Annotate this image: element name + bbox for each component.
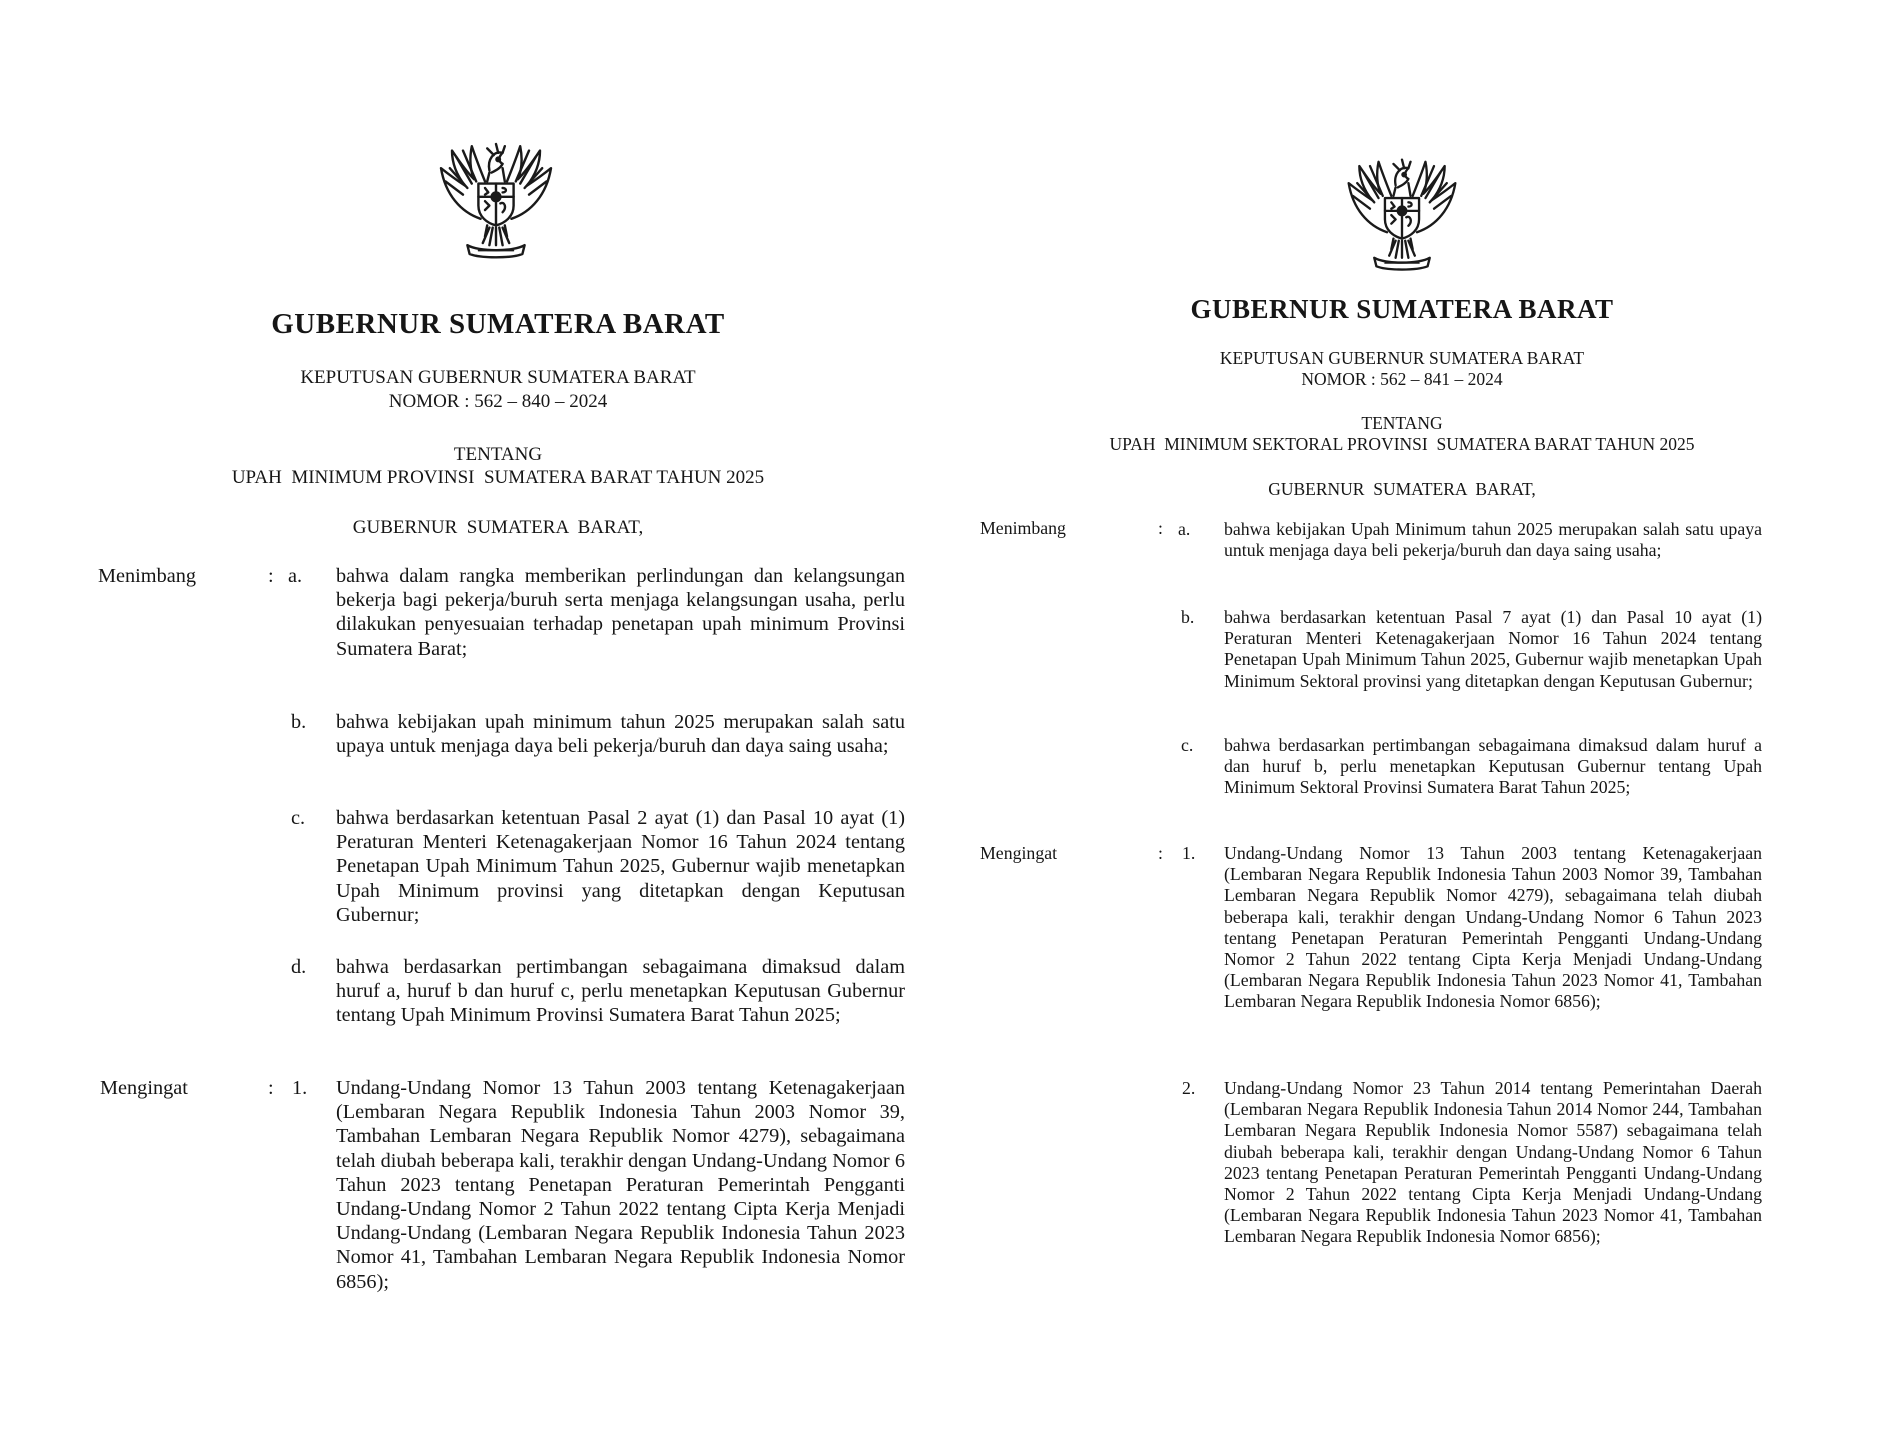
decree-title: KEPUTUSAN GUBERNUR SUMATERA BARAT [1219, 348, 1585, 368]
item-text: bahwa berdasarkan pertimbangan sebagaimana dimaksud dalam huruf a, huruf b dan huruf c, perlu menetapkan Keputusan Gubernur tentang Upah Minimum Provinsi Sumatera Barat Tahun 2025; [336, 956, 905, 1027]
addressee: GUBERNUR SUMATERA BARAT, [352, 517, 644, 538]
considering-colon: : [1158, 518, 1163, 538]
item-marker: b. [1181, 607, 1195, 627]
item-marker: a. [288, 565, 303, 587]
item-marker: 1. [292, 1077, 308, 1099]
decree-subject: UPAH MINIMUM SEKTORAL PROVINSI SUMATERA BARAT TAHUN 2025 [1109, 434, 1695, 454]
garuda-pancasila-emblem [1338, 144, 1466, 282]
decree-number: NOMOR : 562 – 840 – 2024 [388, 391, 608, 412]
item-marker: c. [1181, 735, 1194, 755]
item-marker: b. [291, 711, 307, 733]
item-text: Undang-Undang Nomor 13 Tahun 2003 tentang Ketenagakerjaan (Lembaran Negara Republik Indonesia Tahun 2003 Nomor 39, Tambahan Lembaran Negara Republik Nomor 4279), sebagaimana telah diubah beberapa kali, terakhir dengan Undang-Undang Nomor 6 Tahun 2023 tentang Penetapan Peraturan Pemerintah Pengganti Undang-Undang Nomor 2 Tahun 2022 tentang Cipta Kerja Menjadi Undang-Undang (Lembaran Negara Republik Indonesia Tahun 2023 Nomor 41, Tambahan Lembaran Negara Republik Indonesia Nomor 6856); [1224, 843, 1762, 1012]
item-marker: c. [291, 807, 306, 829]
considering-label: Menimbang [980, 518, 1066, 538]
recalling-colon: : [1158, 843, 1163, 863]
item-text: bahwa dalam rangka memberikan perlindungan dan kelangsungan bekerja bagi pekerja/buruh serta menjaga kelangsungan usaha, perlu dilakukan penyesuaian terhadap penetapan upah minimum Provinsi Sumatera Barat; [336, 565, 905, 660]
decree-subject: UPAH MINIMUM PROVINSI SUMATERA BARAT TAHUN 2025 [231, 467, 765, 488]
considering-colon: : [268, 565, 274, 587]
item-text: bahwa berdasarkan ketentuan Pasal 7 ayat (1) dan Pasal 10 ayat (1) Peraturan Menteri Ketenagakerjaan Nomor 16 Tahun 2024 tentang Penetapan Upah Minimum Tahun 2025, Gubernur wajib menetapkan Upah Minimum Sektoral provinsi yang ditetapkan dengan Keputusan Gubernur; [1224, 607, 1762, 691]
considering-label: Menimbang [98, 565, 197, 587]
about-label: TENTANG [453, 444, 543, 465]
item-marker: 2. [1182, 1078, 1196, 1098]
decree-page-umsp [946, 0, 1892, 1448]
addressee: GUBERNUR SUMATERA BARAT, [1268, 479, 1536, 499]
item-text: Undang-Undang Nomor 13 Tahun 2003 tentang Ketenagakerjaan (Lembaran Negara Republik Indonesia Tahun 2003 Nomor 39, Tambahan Lembaran Negara Republik Nomor 4279), sebagaimana telah diubah beberapa kali, terakhir dengan Undang-Undang Nomor 6 Tahun 2023 tentang Penetapan Peraturan Pemerintah Pengganti Undang-Undang Nomor 2 Tahun 2022 tentang Cipta Kerja Menjadi Undang-Undang (Lembaran Negara Republik Indonesia Tahun 2023 Nomor 41, Tambahan Lembaran Negara Republik Indonesia Nomor 6856); [336, 1077, 905, 1293]
item-marker: 1. [1182, 843, 1196, 863]
item-text: Undang-Undang Nomor 23 Tahun 2014 tentang Pemerintahan Daerah (Lembaran Negara Republik Indonesia Tahun 2014 Nomor 244, Tambahan Lembaran Negara Republik Indonesia Nomor 5587) sebagaimana telah diubah beberapa kali, terakhir dengan Undang-Undang Nomor 6 Tahun 2023 tentang Penetapan Peraturan Pemerintah Pengganti Undang-Undang Nomor 2 Tahun 2022 tentang Cipta Kerja Menjadi Undang-Undang (Lembaran Negara Republik Indonesia Tahun 2023 Nomor 41, Tambahan Lembaran Negara Republik Indonesia Nomor 6856); [1224, 1078, 1762, 1247]
item-marker: d. [291, 956, 307, 978]
item-marker: a. [1178, 519, 1191, 539]
decree-number: NOMOR : 562 – 841 – 2024 [1301, 369, 1503, 389]
garuda-pancasila-emblem [430, 125, 562, 273]
item-text: bahwa kebijakan Upah Minimum tahun 2025 merupakan salah satu upaya untuk menjaga daya beli pekerja/buruh dan daya saing usaha; [1224, 519, 1762, 561]
item-text: bahwa berdasarkan ketentuan Pasal 2 ayat (1) dan Pasal 10 ayat (1) Peraturan Menteri Ketenagakerjaan Nomor 16 Tahun 2024 tentang Penetapan Upah Minimum Tahun 2025, Gubernur wajib menetapkan Upah Minimum provinsi yang ditetapkan dengan Keputusan Gubernur; [336, 807, 905, 926]
governor-title: GUBERNUR SUMATERA BARAT [271, 308, 725, 340]
item-text: bahwa berdasarkan pertimbangan sebagaimana dimaksud dalam huruf a dan huruf b, perlu menetapkan Keputusan Gubernur tentang Upah Minimum Sektoral Provinsi Sumatera Barat Tahun 2025; [1224, 735, 1762, 798]
governor-title: GUBERNUR SUMATERA BARAT [1190, 294, 1614, 324]
recalling-label: Mengingat [100, 1077, 188, 1099]
about-label: TENTANG [1361, 413, 1443, 433]
decree-title: KEPUTUSAN GUBERNUR SUMATERA BARAT [300, 367, 696, 388]
recalling-label: Mengingat [980, 843, 1058, 863]
recalling-colon: : [268, 1077, 274, 1099]
item-text: bahwa kebijakan upah minimum tahun 2025 merupakan salah satu upaya untuk menjaga daya beli pekerja/buruh dan daya saing usaha; [336, 711, 905, 758]
